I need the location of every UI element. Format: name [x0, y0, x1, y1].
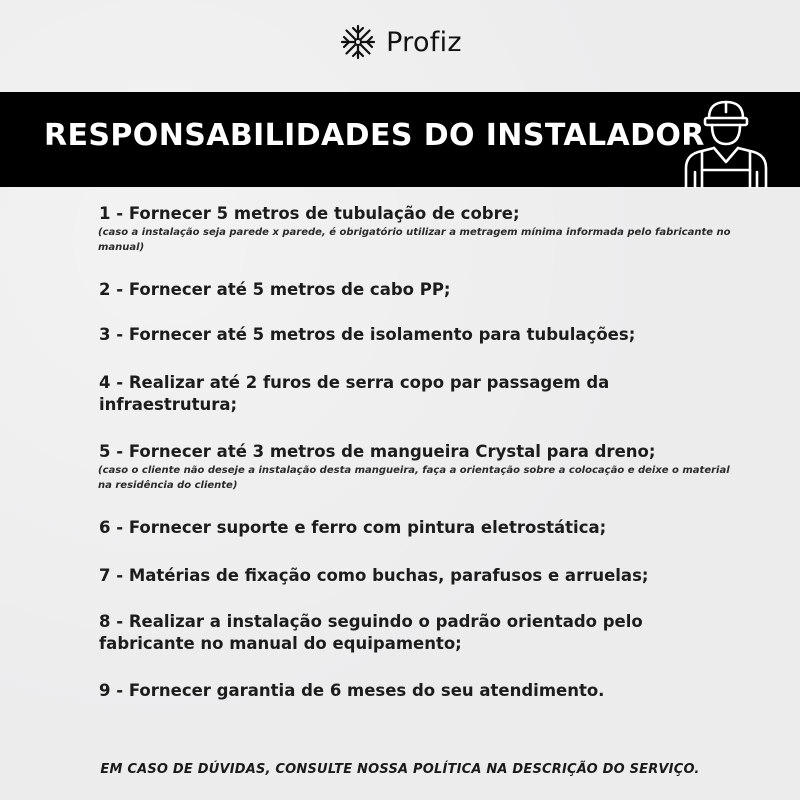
brand-name: Profiz: [386, 26, 462, 58]
list-item: [99, 441, 739, 493]
list-item-text: 3 - Fornecer até 5 metros de isolamento para tubulações;: [99, 325, 636, 344]
brand-logo: [0, 22, 800, 62]
list-item: [99, 203, 739, 255]
list-item: [99, 324, 739, 346]
list-item: [99, 680, 739, 702]
list-item-text: 9 - Fornecer garantia de 6 meses do seu atendimento.: [99, 681, 605, 700]
list-item: [99, 565, 739, 587]
list-item-text: 4 - Realizar até 2 furos de serra copo par passagem da infraestrutura;: [99, 373, 610, 414]
list-item: [99, 517, 739, 539]
list-item-text: 1 - Fornecer 5 metros de tubulação de cobre;: [99, 204, 520, 223]
snowflake-icon: [338, 22, 378, 62]
page-title: RESPONSABILIDADES DO INSTALADOR: [44, 118, 705, 153]
list-item-text: 8 - Realizar a instalação seguindo o padrão orientado pelo fabricante no manual do equipamento;: [99, 612, 643, 653]
list-item: [99, 611, 659, 655]
list-item: [99, 372, 619, 416]
worker-helmet-icon: [680, 96, 772, 188]
list-item-text: 2 - Fornecer até 5 metros de cabo PP;: [99, 280, 451, 299]
list-item-note: (caso o cliente não deseje a instalação desta mangueira, faça a orientação sobre a colocação e deixe o material na residência do cliente): [98, 465, 730, 491]
list-item-note: (caso a instalação seja parede x parede, é obrigatório utilizar a metragem mínima informada pelo fabricante no manual): [98, 227, 731, 253]
list-item-text: 5 - Fornecer até 3 metros de mangueira Crystal para dreno;: [99, 442, 656, 461]
list-item-text: 7 - Matérias de fixação como buchas, parafusos e arruelas;: [99, 566, 649, 585]
list-item-text: 6 - Fornecer suporte e ferro com pintura eletrostática;: [99, 518, 607, 537]
list-item: [99, 279, 739, 301]
footer-notice: EM CASO DE DÚVIDAS, CONSULTE NOSSA POLÍTICA NA DESCRIÇÃO DO SERVIÇO.: [100, 762, 700, 777]
